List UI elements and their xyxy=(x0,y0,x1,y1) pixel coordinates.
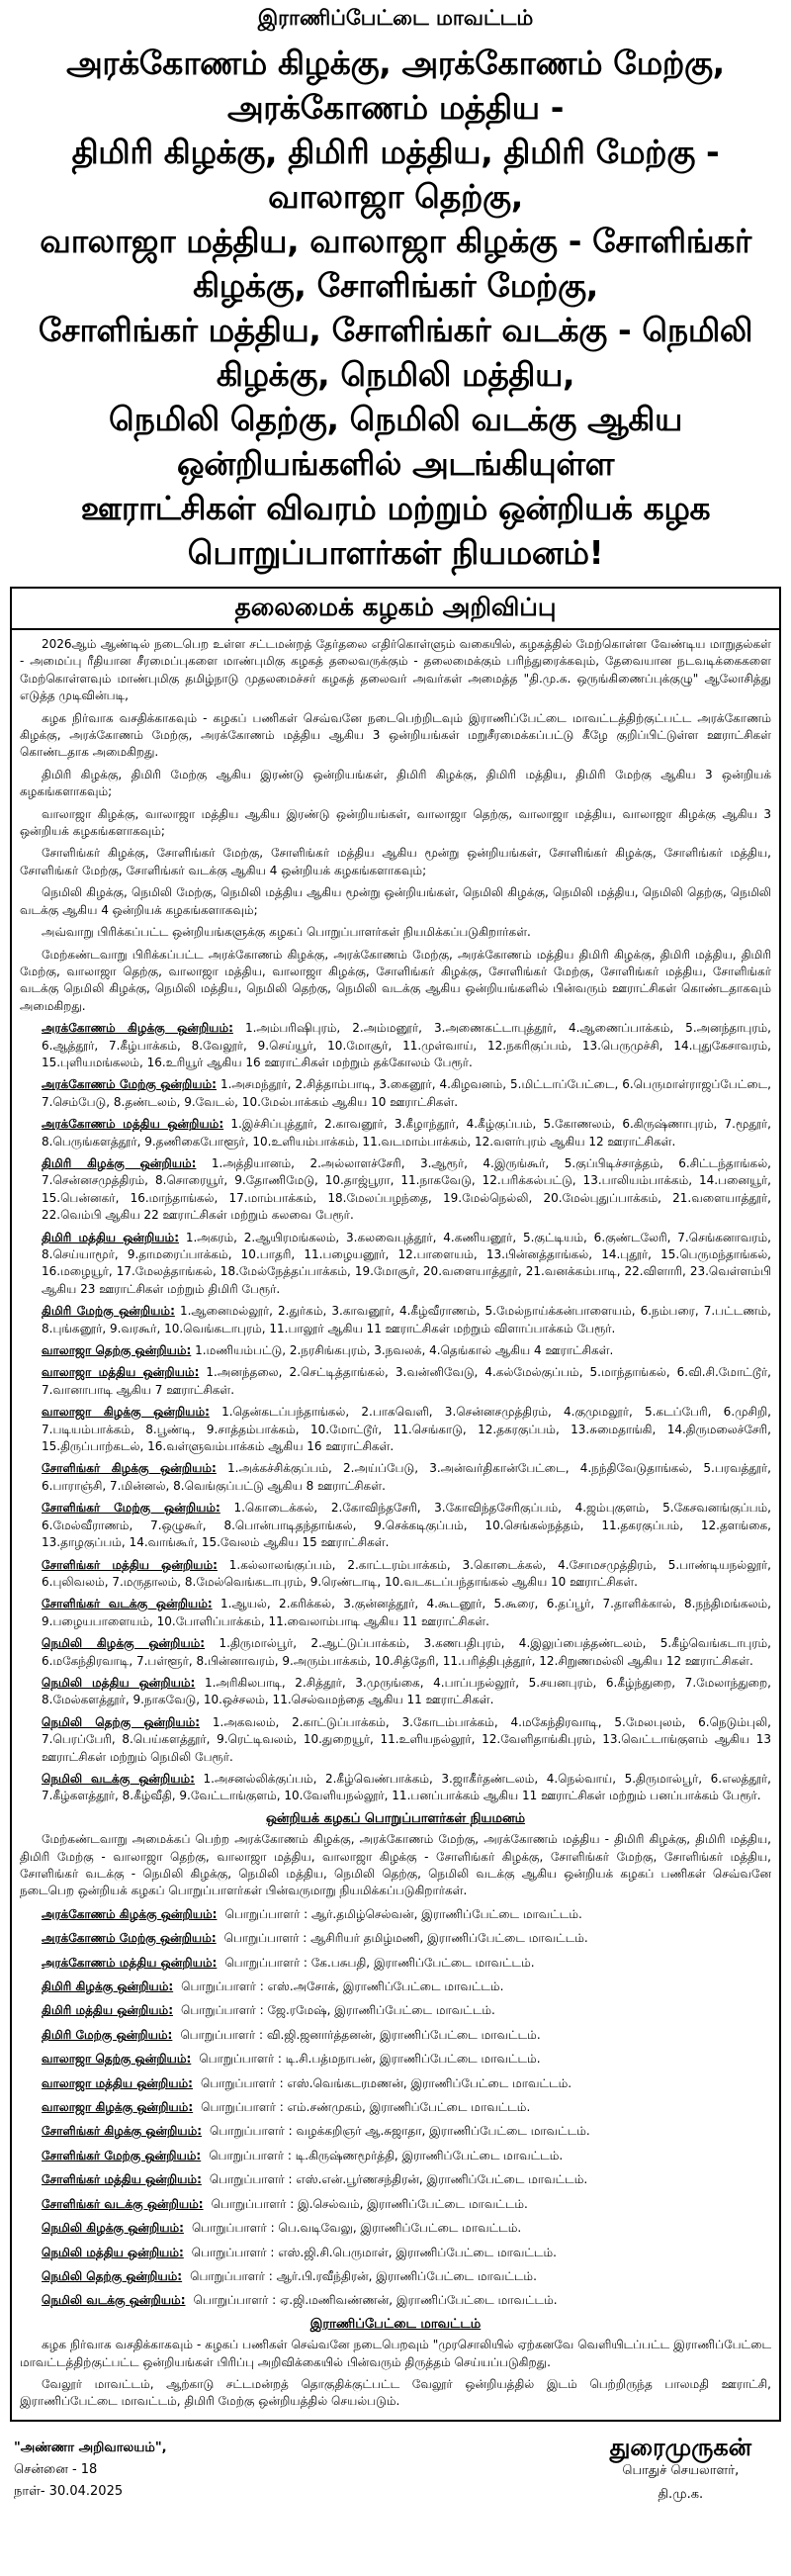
union-panchayats: 1.அசனல்லிக்குப்பம், 2.கீழ்வெண்பாக்கம், 3.ஜாகீர்தண்டலம், 4.நெல்வாய், 5.திருமால்பூர், 6.எலத்தூர், 7.கீழ்களத்தூர், 8.கீழ்வீதி, 9.வேட்டாங்குளம், 10.வேளியநல்லூர், 11.பனப்பாக்கம் ஆகிய 11 ஊராட்சிகள் மற்றும் பனப்பாக்கம் பேரூர். xyxy=(42,1771,771,1803)
issuer-block xyxy=(14,2438,167,2503)
union-name: அரக்கோணம் கிழக்கு ஒன்றியம்: xyxy=(42,1021,233,1036)
responsible-person: பொறுப்பாளர் : கே.பசுபதி, இராணிப்பேட்டை மாவட்டம். xyxy=(224,1955,535,1970)
responsible-union: திமிரி மத்திய ஒன்றியம்: xyxy=(42,2003,173,2018)
responsible-union: சோளிங்கர் கிழக்கு ஒன்றியம்: xyxy=(42,2124,203,2139)
union-panchayats: 1.அம்பரிஷிபுரம், 2.அம்மனூர், 3.அணைகட்டாபுத்தூர், 4.ஆணைப்பாக்கம், 5.அனந்தாபுரம், 6.ஆத்தூர், 7.கீழ்பாக்கம், 8.வேலூர், 9.செய்யூர், 10.மோசூர், 11.முள்வாய், 12.நகரிகுப்பம், 13.பெருமுச்சி, 14.புதுகேசாவரம், 15.புளியமங்கலம், 16.உரியூர் ஆகிய 16 ஊராட்சிகள் மற்றும் தக்கோலம் பேரூர். xyxy=(42,1021,771,1069)
responsible-person: பொறுப்பாளர் : எஸ்.என்.பூர்ணசந்திரன், இராணிப்பேட்டை மாவட்டம். xyxy=(209,2172,588,2187)
intro-paragraph: கழக நிர்வாக வசதிக்காகவும் - கழகப் பணிகள் செவ்வனே நடைபெற்றிடவும் இராணிப்பேட்டை மாவட்டத்திற்குட்பட்ட அரக்கோணம் கிழக்கு, அரக்கோணம் மேற்கு, அரக்கோணம் மத்திய ஆகிய 3 ஒன்றியங்கள் மறுசீரமைக்கப்பட்டு கீழே குறிப்பிட்டுள்ள ஊராட்சிகள் கொண்டதாக அமைகிறது. xyxy=(20,710,772,760)
responsible-union: அரக்கோணம் கிழக்கு ஒன்றியம்: xyxy=(42,1906,218,1921)
intro-paragraph: நெமிலி கிழக்கு, நெமிலி மேற்கு, நெமிலி மத்திய ஆகிய மூன்று ஒன்றியங்கள், நெமிலி கிழக்கு, நெமிலி மத்திய, நெமிலி தெற்கு, நெமிலி வடக்கு ஆகிய 4 ஒன்றியக் கழகங்களாகவும்; xyxy=(20,885,771,917)
responsible-person: பொறுப்பாளர் : இ.செல்வம், இராணிப்பேட்டை மாவட்டம். xyxy=(211,2196,528,2211)
headline-line: வாலாஜா மத்திய, வாலாஜா கிழக்கு - சோளிங்கர் கிழக்கு, சோளிங்கர் மேற்கு, xyxy=(40,222,751,305)
union-panchayats: 1.அனந்தலை, 2.செட்டித்தாங்கல், 3.வன்னிவேடு, 4.கல்மேல்குப்பம், 5.மாந்தாங்கல், 6.வி.சி.மோட்டூர், 7.வானாபாடி ஆகிய 7 ஊராட்சிகள். xyxy=(42,1365,771,1397)
headline-line: ஊராட்சிகள் விவரம் மற்றும் ஒன்றியக் கழக பொறுப்பாளர்கள் நியமனம்! xyxy=(80,489,711,572)
district-correction-paragraph: வேலூர் மாவட்டம், ஆற்காடு சட்டமன்றத் தொகுதிக்குட்பட்ட வேலூர் ஒன்றியத்தில் இடம் பெற்றிருந்த பாலமதி ஊராட்சி, இராணிப்பேட்டை மாவட்டம், திமிரி மேற்கு ஒன்றியத்தில் செயல்படும். xyxy=(20,2376,771,2409)
union-entry xyxy=(20,1596,771,1630)
responsible-person: பொறுப்பாளர் : ஏ.ஜி.மணிவண்ணன், இராணிப்பேட்டை மாவட்டம். xyxy=(193,2293,558,2308)
intro-paragraph: அவ்வாறு பிரிக்கப்பட்ட ஒன்றியங்களுக்கு கழகப் பொறுப்பாளர்கள் நியமிக்கப்படுகிறார்கள். xyxy=(42,925,531,940)
responsible-entry xyxy=(20,2195,771,2214)
responsible-person: பொறுப்பாளர் : வி.ஜி.ஜனார்த்தனன், இராணிப்பேட்டை மாவட்டம். xyxy=(180,2027,541,2042)
responsible-person: பொறுப்பாளர் : ஆர்.பி.ரவீந்திரன், இராணிப்பேட்டை மாவட்டம். xyxy=(190,2268,537,2283)
union-entry xyxy=(20,1557,771,1592)
responsible-entry xyxy=(20,2001,771,2020)
union-panchayats: 1.அரிகிலபாடி, 2.சித்தூர், 3.முருங்கை, 4.பாப்பநல்லூர், 5.சயனபுரம், 6.கீழ்ந்துறை, 7.மேலாந்துறை, 8.மேல்களத்தூர், 9.நாகவேடு, 10.ஒச்சலம், 11.செல்வமந்தை ஆகிய 11 ஊராட்சிகள். xyxy=(42,1675,771,1707)
responsible-person: பொறுப்பாளர் : எஸ்.வெங்கடரமணன், இராணிப்பேட்டை மாவட்டம். xyxy=(200,2075,572,2090)
union-panchayats: 1.அக்கச்சிக்குப்பம், 2.அய்ப்பேடு, 3.அன்வர்திகான்பேட்டை, 4.நந்திவேடுதாங்கல், 5.பரவத்தூர், 6.பாராஞ்சி, 7.மின்னல், 8.வெங்குப்பட்டு ஆகிய 8 ஊராட்சிகள். xyxy=(42,1461,771,1493)
union-entry xyxy=(20,1155,771,1225)
union-name: திமிரி மேற்கு ஒன்றியம்: xyxy=(42,1304,175,1319)
responsible-entry xyxy=(20,1929,771,1948)
responsible-person: பொறுப்பாளர் : எஸ்.அசோக், இராணிப்பேட்டை மாவட்டம். xyxy=(181,1979,504,1994)
union-name: சோளிங்கர் மேற்கு ஒன்றியம்: xyxy=(42,1501,220,1516)
union-entry xyxy=(20,1364,771,1399)
union-panchayats: 1.கல்லாலங்குப்பம், 2.காட்டரம்பாக்கம், 3.கொடைக்கல், 4.சோமசமுத்திரம், 5.பாண்டியநல்லூர், 6.புலிவலம், 7.மருதாலம், 8.மேல்வெங்கடாபுரம், 9.ரெண்டாடி, 10.வடகடப்பந்தாங்கல் ஆகிய 10 ஊராட்சிகள். xyxy=(42,1557,771,1589)
responsible-entry xyxy=(20,2291,771,2310)
announcement-box xyxy=(10,587,781,2422)
union-entry xyxy=(20,1460,771,1495)
union-panchayats: 1.ஆனைமல்லூர், 2.துர்கம், 3.காவனூர், 4.கீழ்வீராணம், 5.மேல்நாய்க்கன்பாளையம், 6.நம்பரை, 7.பட்டணம், 8.புங்கனூர், 9.வரகூர், 10.வெங்கடாபுரம், 11.பாலூர் ஆகிய 11 ஊராட்சிகள் மற்றும் விளாப்பாக்கம் பேரூர். xyxy=(42,1304,771,1335)
intro-paragraph: மேற்கண்டவாறு பிரிக்கப்பட்ட அரக்கோணம் கிழக்கு, அரக்கோணம் மேற்கு, அரக்கோணம் மத்திய திமிரி கிழக்கு, திமிரி மத்திய, திமிரி மேற்கு, வாலாஜா தெற்கு, வாலாஜா மத்திய, வாலாஜா கிழக்கு, சோளிங்கர் கிழக்கு, சோளிங்கர் மேற்கு, சோளிங்கர் மத்திய, சோளிங்கர் வடக்கு நெமிலி கிழக்கு, நெமிலி மத்திய, நெமிலி தெற்கு, நெமிலி வடக்கு ஆகிய ஒன்றியங்களில் பின்வரும் ஊராட்சிகள் கொண்டதாகவும் அமைகிறது. xyxy=(20,947,771,1013)
signatory-party: தி.மு.க. xyxy=(658,2486,704,2502)
union-entry xyxy=(20,1675,771,1709)
responsible-entry xyxy=(20,2267,771,2286)
union-name: திமிரி மத்திய ஒன்றியம்: xyxy=(42,1230,180,1244)
responsible-entry xyxy=(20,2147,771,2165)
responsible-entry xyxy=(20,2098,771,2117)
responsible-union: வாலாஜா தெற்கு ஒன்றியம்: xyxy=(42,2052,192,2067)
responsible-person: பொறுப்பாளர் : வழக்கறிஞர் ஆ.சுஜாதா, இராணிப்பேட்டை மாவட்டம். xyxy=(210,2124,590,2139)
responsible-entry xyxy=(20,2074,771,2093)
union-name: அரக்கோணம் மத்திய ஒன்றியம்: xyxy=(42,1117,224,1132)
responsible-union: நெமிலி வடக்கு ஒன்றியம்: xyxy=(42,2293,186,2308)
district-correction-heading: இராணிப்பேட்டை மாவட்டம் xyxy=(309,2316,482,2332)
union-panchayats: 1.அசமந்தூர், 2.சித்தாம்பாடி, 3.கைனூர், 4.கிழவனம், 5.மிட்டாப்பேட்டை, 6.பெருமாள்ராஜப்பேட்டை, 7.செம்பேடு, 8.தண்டலம், 9.வேடல், 10.மேல்பாக்கம் ஆகிய 10 ஊராட்சிகள். xyxy=(42,1077,771,1109)
union-entry xyxy=(20,1116,771,1150)
union-name: வாலாஜா தெற்கு ஒன்றியம்: xyxy=(42,1343,192,1358)
union-panchayats: 1.அத்தியானம், 2.அல்லாளச்சேரி, 3.ஆரூர், 4.இருங்கூர், 5.குப்பிடிச்சாத்தம், 6.சிட்டந்தாங்கல், 7.சென்னசமுத்திரம், 8.சொரையூர், 9.தோணிமேடு, 10.தாஜ்பூரா, 11.நாகவேடு, 12.பரிக்கல்பட்டு, 13.பாலியம்பாக்கம், 14.பனையூர், 15.பென்னகர், 16.மாந்தாங்கல், 17.மாம்பாக்கம், 18.மேலப்பழந்தை, 19.மேல்நெல்லி, 20.மேல்புதுப்பாக்கம், 21.வளையாத்தூர், 22.வெம்பி ஆகிய 22 ஊராட்சிகள் மற்றும் கலவை பேரூர். xyxy=(42,1155,771,1223)
intro-paragraph: வாலாஜா கிழக்கு, வாலாஜா மத்திய ஆகிய இரண்டு ஒன்றியங்கள், வாலாஜா தெற்கு, வாலாஜா மத்திய, வாலாஜா கிழக்கு ஆகிய 3 ஒன்றியக் கழகங்களாகவும்; xyxy=(20,806,771,839)
responsible-person: பொறுப்பாளர் : பெ.வடிவேலு, இராணிப்பேட்டை மாவட்டம். xyxy=(191,2221,522,2236)
responsible-union: வாலாஜா மத்திய ஒன்றியம்: xyxy=(42,2075,193,2090)
union-panchayat-list xyxy=(20,1020,771,1805)
intro-paragraph: திமிரி கிழக்கு, திமிரி மேற்கு ஆகிய இரண்டு ஒன்றியங்கள், திமிரி கிழக்கு, திமிரி மத்திய, திமிரி மேற்கு ஆகிய 3 ஒன்றியக் கழகங்களாகவும்; xyxy=(20,767,771,799)
intro-paragraph: 2026ஆம் ஆண்டில் நடைபெற உள்ள சட்டமன்றத் தேர்தலை எதிர்கொள்ளும் வகையில், கழகத்தில் மேற்கொள்ள வேண்டிய மாறுதல்கள் - அமைப்பு ரீதியான சீரமைப்புகளை மாண்புமிகு கழகத் தலைவருக்கும் - தலைமைக்கும் பரிந்துரைக்கவும், தேவையான நடவடிக்கைகளை மேற்கொள்ளவும் மாண்புமிகு தமிழ்நாடு முதலமைச்சர் கழகத் தலைவர் அவர்கள் அமைத்த "தி.மு.க. ஒருங்கிணைப்புக்குழு" ஆலோசித்து எடுத்த முடிவின்படி, xyxy=(20,637,771,703)
union-name: நெமிலி கிழக்கு ஒன்றியம்: xyxy=(42,1636,206,1651)
headline-line: சோளிங்கர் மத்திய, சோளிங்கர் வடக்கு - நெமிலி கிழக்கு, நெமிலி மத்திய, xyxy=(38,311,753,394)
responsible-entry xyxy=(20,2026,771,2045)
announcement-body xyxy=(12,630,779,2420)
responsibles-list xyxy=(20,1905,771,2311)
union-name: நெமிலி மத்திய ஒன்றியம்: xyxy=(42,1675,196,1690)
union-name: வாலாஜா மத்திய ஒன்றியம்: xyxy=(42,1365,200,1380)
union-name: சோளிங்கர் கிழக்கு ஒன்றியம்: xyxy=(42,1461,217,1476)
union-panchayats: 1.கொடைக்கல், 2.கோவிந்தசேரி, 3.கோவிந்தசேரிகுப்பம், 4.ஜம்புகுளம், 5.கேசவனங்குப்பம், 6.மேல்வீராணம், 7.ஒழுகூர், 8.பொன்பாடிதந்தாங்கல், 9.செக்கடிகுப்பம், 10.செங்கல்நத்தம், 11.தகரகுப்பம், 12.தளங்கை, 13.தாழகுப்பம், 14.வாங்கூர், 15.வேலம் ஆகிய 15 ஊராட்சிகள். xyxy=(42,1501,771,1550)
union-name: சோளிங்கர் மத்திய ஒன்றியம்: xyxy=(42,1557,218,1572)
responsible-entry xyxy=(20,2050,771,2069)
responsible-union: நெமிலி கிழக்கு ஒன்றியம்: xyxy=(42,2221,184,2236)
notice-page xyxy=(10,6,781,2576)
responsible-person: பொறுப்பாளர் : ஜே.ரமேஷ், இராணிப்பேட்டை மாவட்டம். xyxy=(181,2003,495,2018)
responsible-entry xyxy=(20,2122,771,2141)
headline-line: அரக்கோணம் கிழக்கு, அரக்கோணம் மேற்கு, அரக்கோணம் மத்திய - xyxy=(66,44,725,127)
responsible-person: பொறுப்பாளர் : எஸ்.ஜி.சி.பெருமாள், இராணிப்பேட்டை மாவட்டம். xyxy=(191,2245,557,2259)
union-panchayats: 1.அகரம், 2.ஆயிரமங்கலம், 3.கலவைபுத்தூர், 4.கணியனூர், 5.குட்டியம், 6.குண்டலேரி, 7.செங்கனாவரம், 8.செய்யாமூர், 9.தாமரைப்பாக்கம், 10.பாதரி, 11.பழையனூர், 12.பாளையம், 13.பின்னத்தாங்கல், 14.புதூர், 15.பெருமந்தாங்கல், 16.மழையூர், 17.மேலத்தாங்கல், 18.மேல்நேத்தப்பாக்கம், 19.மோசூர், 20.வளையாத்தூர், 21.வனக்கம்பாடி, 22.விளாரி, 23.வெள்ளம்பி ஆகிய 23 ஊராட்சிகள் மற்றும் திமிரி பேரூர். xyxy=(42,1230,771,1296)
union-entry xyxy=(20,1230,771,1299)
union-entry xyxy=(20,1714,771,1766)
union-entry xyxy=(20,1076,771,1111)
union-entry xyxy=(20,1404,771,1455)
union-panchayats: 1.மணியம்பட்டு, 2.நரசிங்கபுரம், 3.நவலக், 4.தெங்கால் ஆகிய 4 ஊராட்சிகள். xyxy=(195,1343,614,1358)
responsible-union: நெமிலி தெற்கு ஒன்றியம்: xyxy=(42,2268,183,2283)
footer xyxy=(10,2428,781,2576)
responsibles-heading: ஒன்றியக் கழகப் பொறுப்பாளர்கள் நியமனம் xyxy=(265,1810,526,1826)
union-name: நெமிலி வடக்கு ஒன்றியம்: xyxy=(42,1771,195,1786)
union-name: வாலாஜா கிழக்கு ஒன்றியம்: xyxy=(42,1405,210,1420)
responsible-person: பொறுப்பாளர் : ஆர்.தமிழ்செல்வன், இராணிப்பேட்டை மாவட்டம். xyxy=(224,1906,582,1921)
union-name: சோளிங்கர் வடக்கு ஒன்றியம்: xyxy=(42,1597,213,1611)
responsible-entry xyxy=(20,1954,771,1973)
headline-line: திமிரி கிழக்கு, திமிரி மத்திய, திமிரி மேற்கு - வாலாஜா தெற்கு, xyxy=(71,133,720,216)
responsible-union: வாலாஜா கிழக்கு ஒன்றியம்: xyxy=(42,2100,194,2115)
responsible-union: திமிரி கிழக்கு ஒன்றியம்: xyxy=(42,1979,174,1994)
responsible-person: பொறுப்பாளர் : டி.சி.பத்மநாபன், இராணிப்பேட்டை மாவட்டம். xyxy=(199,2052,541,2067)
responsibles-intro: மேற்கண்டவாறு அமைக்கப் பெற்ற அரக்கோணம் கிழக்கு, அரக்கோணம் மேற்கு, அரக்கோணம் மத்திய - திமிரி கிழக்கு, திமிரி மத்திய, திமிரி மேற்கு - வாலாஜா தெற்கு, வாலாஜா மத்திய, வாலாஜா கிழக்கு - சோளிங்கர் கிழக்கு, சோளிங்கர் மேற்கு, சோளிங்கர் மத்திய, சோளிங்கர் வடக்கு - நெமிலி கிழக்கு, நெமிலி மத்திய, நெமிலி தெற்கு, நெமிலி வடக்கு ஆகிய ஒன்றியக் கழகப் பணிகள் செவ்வனே நடைபெற ஒன்றியக் கழகப் பொறுப்பாளர்கள் பின்வருமாறு நியமிக்கப்படுகிறார்கள். xyxy=(20,1832,771,1898)
responsible-union: நெமிலி மத்திய ஒன்றியம்: xyxy=(42,2245,184,2259)
issuer-city: சென்னை - 18 xyxy=(14,2461,98,2477)
signatory-name: துரைமுருகன் xyxy=(609,2433,751,2461)
union-entry xyxy=(20,1500,771,1551)
responsible-union: சோளிங்கர் வடக்கு ஒன்றியம்: xyxy=(42,2196,204,2211)
union-panchayats: 1.திருமால்பூர், 2.ஆட்டுப்பாக்கம், 3.கணபதிபுரம், 4.இலுப்பைத்தண்டலம், 5.கீழ்வெங்கடாபுரம், 6.மகேந்திரவாடி, 7.பள்ளூர், 8.பின்னாவரம், 9.அரும்பாக்கம், 10.சித்தேரி, 11.பரித்திபுத்தூர், 12.சிறுணமல்லி ஆகிய 12 ஊராட்சிகள். xyxy=(42,1636,771,1668)
responsible-person: பொறுப்பாளர் : ஆசிரியர் தமிழ்மணி, இராணிப்பேட்டை மாவட்டம். xyxy=(223,1931,588,1946)
headline-line: நெமிலி தெற்கு, நெமிலி வடக்கு ஆகிய ஒன்றியங்களில் அடங்கியுள்ள xyxy=(109,400,682,483)
signature-block xyxy=(609,2433,751,2507)
union-entry xyxy=(20,1303,771,1337)
signatory-designation: பொதுச் செயலாளர், xyxy=(622,2462,740,2478)
responsible-union: சோளிங்கர் மத்திய ஒன்றியம்: xyxy=(42,2172,202,2187)
union-entry xyxy=(20,1635,771,1670)
union-name: நெமிலி தெற்கு ஒன்றியம்: xyxy=(42,1714,201,1729)
union-entry xyxy=(20,1342,771,1359)
union-entry xyxy=(20,1771,771,1805)
responsible-person: பொறுப்பாளர் : எம்.சண்முகம், இராணிப்பேட்டை மாவட்டம். xyxy=(201,2100,531,2115)
responsible-union: சோளிங்கர் மேற்கு ஒன்றியம்: xyxy=(42,2148,202,2162)
union-panchayats: 1.ஆயல், 2.கரிக்கல், 3.குன்னத்தூர், 4.கூடனூர், 5.கூரை, 6.தப்பூர், 7.தாளிக்கால், 8.நந்திமங்கலம், 9.பழையபாளையம், 10.போளிப்பாக்கம், 11.வைலாம்பாடி ஆகிய 11 ஊராட்சிகள். xyxy=(42,1597,771,1628)
union-panchayats: 1.தென்கடப்பந்தாங்கல், 2.பாகவெளி, 3.சென்னசமுத்திரம், 4.குமுமலூர், 5.கடப்பேரி, 6.முசிறி, 7.படியம்பாக்கம், 8.பூண்டி, 9.சாத்தம்பாக்கம், 10.மோட்டூர், 11.செங்காடு, 12.தகரகுப்பம், 13.சுமைதாங்கி, 14.திருமலைச்சேரி, 15.திருப்பாற்கடல், 16.வள்ளுவம்பாக்கம் ஆகிய 16 ஊராட்சிகள். xyxy=(42,1405,771,1454)
union-name: அரக்கோணம் மேற்கு ஒன்றியம்: xyxy=(42,1077,217,1092)
issue-date: நாள்- 30.04.2025 xyxy=(14,2483,124,2499)
responsible-union: திமிரி மேற்கு ஒன்றியம்: xyxy=(42,2027,173,2042)
intro-paragraph: சோளிங்கர் கிழக்கு, சோளிங்கர் மேற்கு, சோளிங்கர் மத்திய ஆகிய மூன்று ஒன்றியங்கள், சோளிங்கர் கிழக்கு, சோளிங்கர் மத்திய, சோளிங்கர் மேற்கு, சோளிங்கர் வடக்கு ஆகிய 4 ஒன்றியக் கழகங்களாகவும்; xyxy=(20,846,771,877)
issuer-address: "அண்ணா அறிவாலயம்", xyxy=(14,2439,167,2455)
union-entry xyxy=(20,1020,771,1071)
responsible-person: பொறுப்பாளர் : டி.கிருஷ்ணமூர்த்தி, இராணிப்பேட்டை மாவட்டம். xyxy=(209,2148,564,2162)
responsible-union: அரக்கோணம் மேற்கு ஒன்றியம்: xyxy=(42,1931,217,1946)
responsible-entry xyxy=(20,2244,771,2262)
responsible-entry xyxy=(20,1905,771,1924)
headline xyxy=(10,41,781,575)
responsible-entry xyxy=(20,2170,771,2189)
responsible-entry xyxy=(20,2219,771,2238)
district-title: இராணிப்பேட்டை மாவட்டம் xyxy=(257,6,534,30)
announcement-banner: தலைமைக் கழகம் அறிவிப்பு xyxy=(12,589,779,630)
responsible-entry xyxy=(20,1978,771,1996)
union-panchayats: 1.இச்சிப்புத்தூர், 2.காவனூர், 3.கீழாந்தூர், 4.கீழ்குப்பம், 5.கோணலம், 6.கிருஷ்ணாபுரம், 7.மூதூர், 8.பெருங்களத்தூர், 9.தணிகைபோளூர், 10.உளியம்பாக்கம், 11.வடமாம்பாக்கம், 12.வளர்புரம் ஆகிய 12 ஊராட்சிகள். xyxy=(42,1117,771,1149)
union-panchayats: 1.அகவலம், 2.காட்டுப்பாக்கம், 3.கோடம்பாக்கம், 4.மகேந்திரவாடி, 5.மேலபுலம், 6.நெடும்புலி, 7.பெரப்பேரி, 8.பெய்களத்தூர், 9.ரெட்டிவலம், 10.துறையூர், 11.உளியநல்லூர், 12.வேளிதாங்கிபுரம், 13.வெட்டாங்குளம் ஆகிய 13 ஊராட்சிகள் மற்றும் நெமிலி பேரூர். xyxy=(42,1714,771,1764)
district-correction-paragraph: கழக நிர்வாக வசதிக்காகவும் - கழகப் பணிகள் செவ்வனே நடைபெறவும் "முரசொலியில் ஏற்கனவே வெளியிடப்பட்ட இராணிப்பேட்டை மாவட்டத்திற்குட்பட்ட ஒன்றியங்கள் பிரிப்பு அறிவிக்கையில் பின்வரும் திருத்தம் செய்யப்படுகிறது. xyxy=(20,2338,771,2369)
responsible-union: அரக்கோணம் மத்திய ஒன்றியம்: xyxy=(42,1955,218,1970)
union-name: திமிரி கிழக்கு ஒன்றியம்: xyxy=(42,1155,197,1170)
